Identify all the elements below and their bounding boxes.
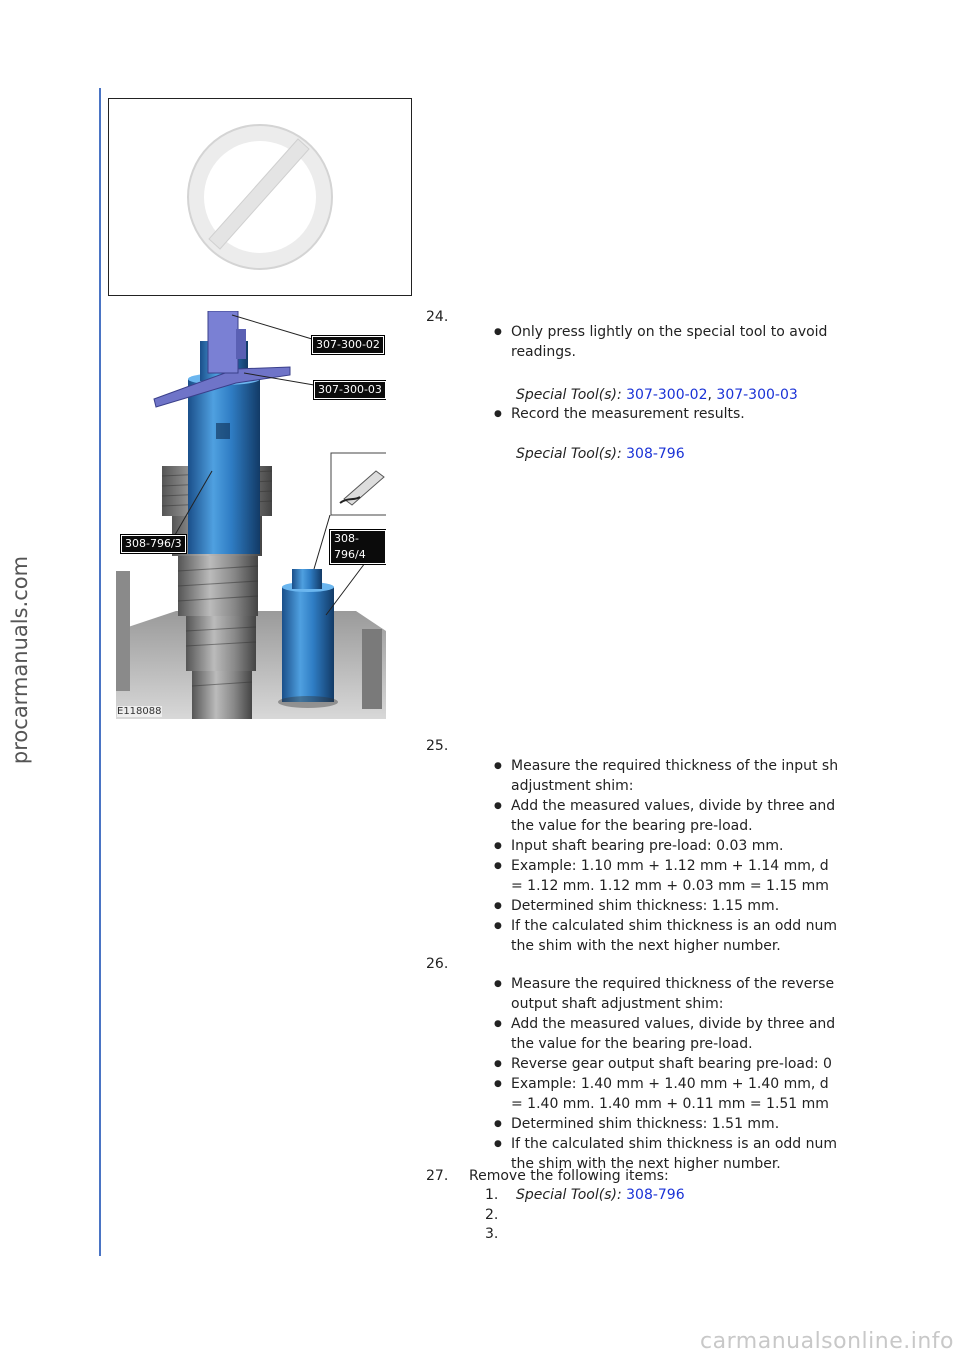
- bullet-icon: ●: [494, 801, 502, 811]
- figure-id: E118088: [117, 706, 162, 717]
- link-307-300-03[interactable]: 307-300-03: [716, 387, 798, 403]
- bullet-icon: ●: [494, 1139, 502, 1149]
- step-26-item-3: Reverse gear output shaft bearing pre-load: 0: [511, 1056, 832, 1072]
- step-26-item-6-line-2: the shim with the next higher number.: [511, 1156, 781, 1172]
- step-24-number: 24.: [426, 309, 449, 325]
- step-24-special-tools-2: [516, 444, 685, 464]
- step-26-item-1-line-1: Measure the required thickness of the reverse: [511, 976, 835, 992]
- bullet-icon: ●: [494, 921, 502, 931]
- step-25-item-4-line-2: = 1.12 mm. 1.12 mm + 0.03 mm = 1.15 mm: [511, 878, 829, 894]
- callout-308-796-3: 308-796/3: [121, 535, 186, 553]
- tools-separator: ,: [707, 387, 712, 403]
- step-25-item-6-line-2: the shim with the next higher number.: [511, 938, 781, 954]
- special-tools-label: Special Tool(s):: [516, 446, 622, 462]
- step-25-item-3: Input shaft bearing pre-load: 0.03 mm.: [511, 838, 784, 854]
- step-26-item-5: Determined shim thickness: 1.51 mm.: [511, 1116, 780, 1132]
- watermark-left-text: procarmanuals.com: [8, 555, 32, 765]
- special-tools-label: Special Tool(s):: [516, 387, 622, 403]
- bullet-icon: ●: [494, 1079, 502, 1089]
- link-307-300-02[interactable]: 307-300-02: [626, 387, 708, 403]
- bullet-icon: ●: [494, 1119, 502, 1129]
- step-26-item-4-line-2: = 1.40 mm. 1.40 mm + 0.11 mm = 1.51 mm: [511, 1096, 829, 1112]
- step-25-item-4-line-1: Example: 1.10 mm + 1.12 mm + 1.14 mm, d: [511, 858, 829, 874]
- step-25-number: 25.: [426, 738, 449, 754]
- link-308-796[interactable]: 308-796: [626, 1187, 685, 1203]
- step-24-bullet-2: Record the measurement results.: [511, 406, 745, 422]
- callout-308-796-4: 308-796/4: [330, 530, 386, 564]
- step-27-sub-2-number: 2.: [485, 1207, 499, 1223]
- step-24-bullet-1-line-1: Only press lightly on the special tool to avoid: [511, 324, 828, 340]
- step-25-item-2-line-2: the value for the bearing pre-load.: [511, 818, 753, 834]
- link-308-796[interactable]: 308-796: [626, 446, 685, 462]
- step-26-item-2-line-2: the value for the bearing pre-load.: [511, 1036, 753, 1052]
- step-27-sub-1-number: 1.: [485, 1187, 499, 1203]
- bullet-icon: ●: [494, 409, 502, 419]
- bullet-icon: ●: [494, 761, 502, 771]
- step-24-special-tools-1: [516, 385, 798, 405]
- step-25-item-1-line-1: Measure the required thickness of the input sh: [511, 758, 839, 774]
- step-24-bullet-1-line-2: readings.: [511, 344, 576, 360]
- step-25-item-5: Determined shim thickness: 1.15 mm.: [511, 898, 780, 914]
- bullet-icon: ●: [494, 327, 502, 337]
- bullet-icon: ●: [494, 901, 502, 911]
- bullet-icon: ●: [494, 979, 502, 989]
- bullet-icon: ●: [494, 1019, 502, 1029]
- step-26-item-1-line-2: output shaft adjustment shim:: [511, 996, 724, 1012]
- special-tools-label: Special Tool(s):: [516, 1187, 622, 1203]
- step-26-item-4-line-1: Example: 1.40 mm + 1.40 mm + 1.40 mm, d: [511, 1076, 829, 1092]
- watermark-bottom: carmanualsonline.info: [700, 1329, 954, 1354]
- bullet-icon: ●: [494, 1059, 502, 1069]
- step-27-sub-1-tools: [516, 1185, 685, 1205]
- step-26-number: 26.: [426, 956, 449, 972]
- step-26-item-2-line-1: Add the measured values, divide by three and: [511, 1016, 836, 1032]
- bullet-icon: ●: [494, 861, 502, 871]
- step-25-item-6-line-1: If the calculated shim thickness is an odd num: [511, 918, 838, 934]
- callout-307-300-02: 307-300-02: [312, 336, 384, 354]
- step-27-text: Remove the following items:: [469, 1168, 669, 1184]
- step-25-item-2-line-1: Add the measured values, divide by three and: [511, 798, 836, 814]
- step-27-number: 27.: [426, 1168, 449, 1184]
- step-25-item-1-line-2: adjustment shim:: [511, 778, 634, 794]
- callout-307-300-03: 307-300-03: [314, 381, 386, 399]
- step-26-item-6-line-1: If the calculated shim thickness is an odd num: [511, 1136, 838, 1152]
- bullet-icon: ●: [494, 841, 502, 851]
- step-27-sub-3-number: 3.: [485, 1226, 499, 1242]
